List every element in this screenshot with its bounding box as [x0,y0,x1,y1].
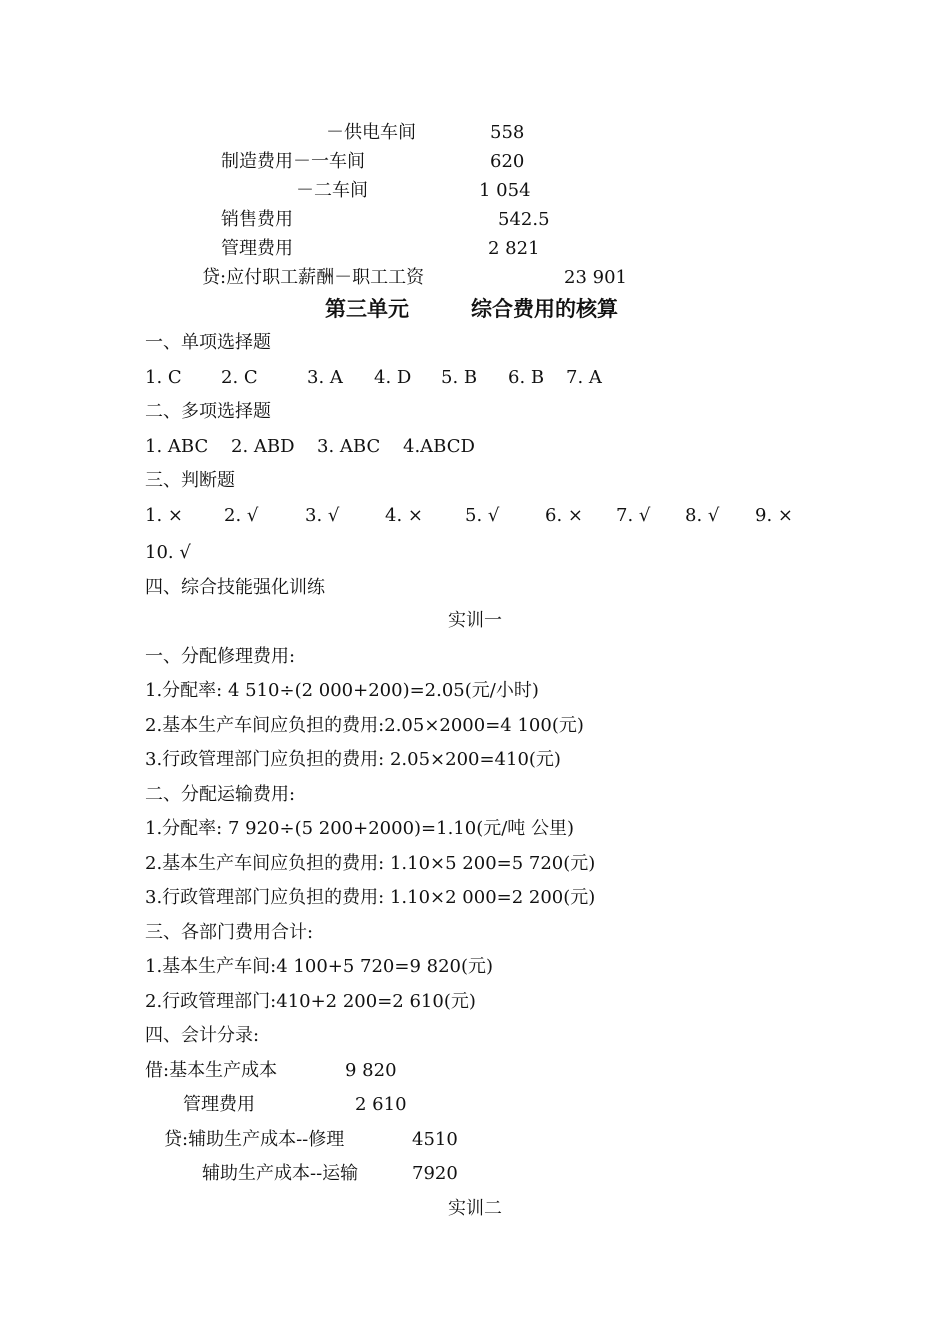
entry-row [0,1128,950,1152]
entry-row [0,179,950,203]
answer: 4.ABCD [403,436,475,457]
section-heading: 四、综合技能强化训练 [145,577,325,598]
answer: 8. √ [685,505,720,526]
answer: 7. √ [616,505,651,526]
answer: 2. ABD [231,436,295,457]
entry-account: －供电车间 [326,122,416,143]
subheading: 四、会计分录: [145,1025,260,1046]
answer: 3. √ [305,505,340,526]
answer: 10. √ [145,542,191,563]
training-title: 实训二 [448,1198,502,1219]
entry-account: －二车间 [296,180,368,201]
unit-title [0,295,950,323]
training-title: 实训一 [448,610,502,631]
answer: 7. A [566,367,602,388]
entry-account: 制造费用－一车间 [221,151,365,172]
entry-account: 借:基本生产成本 [145,1060,278,1081]
entry-row [0,266,950,290]
entry-account: 管理费用 [221,238,293,259]
entry-row [0,237,950,261]
answer: 5. √ [465,505,500,526]
calc-line: 1.分配率: 4 510÷(2 000+200)=2.05(元/小时) [145,680,539,701]
answer: 1. C [145,367,182,388]
calc-line: 3.行政管理部门应负担的费用: 1.10×2 000=2 200(元) [145,887,596,908]
entry-amount: 542.5 [498,209,550,230]
answer-row [0,435,950,459]
entry-amount: 620 [490,151,525,172]
subheading: 三、各部门费用合计: [145,922,314,943]
answer: 3. A [307,367,343,388]
entry-amount: 1 054 [479,180,531,201]
entry-amount: 558 [490,122,525,143]
entry-row [0,150,950,174]
entry-account: 辅助生产成本--运输 [202,1163,359,1184]
answer: 2. √ [224,505,259,526]
entry-amount: 2 821 [488,238,540,259]
answer: 3. ABC [317,436,381,457]
entry-row [0,1093,950,1117]
unit-title-name: 综合费用的核算 [471,296,618,321]
answer: 4. D [374,367,412,388]
entry-account: 销售费用 [221,209,293,230]
calc-line: 2.基本生产车间应负担的费用:2.05×2000=4 100(元) [145,715,584,736]
entry-row [0,1162,950,1186]
entry-amount: 23 901 [564,267,627,288]
entry-row [0,208,950,232]
entry-amount: 2 610 [355,1094,407,1115]
calc-line: 2.行政管理部门:410+2 200=2 610(元) [145,991,476,1012]
answer: 5. B [441,367,478,388]
calc-line: 1.基本生产车间:4 100+5 720=9 820(元) [145,956,494,977]
entry-account: 管理费用 [183,1094,255,1115]
answer-row [0,504,950,528]
subheading: 一、分配修理费用: [145,646,296,667]
answer-row [0,366,950,390]
answer: 6. × [545,505,583,526]
calc-line: 2.基本生产车间应负担的费用: 1.10×5 200=5 720(元) [145,853,596,874]
answer: 1. × [145,505,183,526]
answer: 4. × [385,505,423,526]
answer: 9. × [755,505,793,526]
answer: 6. B [508,367,545,388]
calc-line: 1.分配率: 7 920÷(5 200+2000)=1.10(元/吨 公里) [145,818,575,839]
entry-account: 贷:辅助生产成本--修理 [164,1129,345,1150]
answer: 2. C [221,367,258,388]
entry-amount: 7920 [412,1163,458,1184]
section-heading: 三、判断题 [145,470,235,491]
entry-amount: 4510 [412,1129,458,1150]
calc-line: 3.行政管理部门应负担的费用: 2.05×200=410(元) [145,749,561,770]
section-heading: 一、单项选择题 [145,332,271,353]
answer: 1. ABC [145,436,209,457]
section-heading: 二、多项选择题 [145,401,271,422]
unit-title-number: 第三单元 [325,296,409,321]
entry-row [0,121,950,145]
entry-row [0,1059,950,1083]
entry-amount: 9 820 [345,1060,397,1081]
subheading: 二、分配运输费用: [145,784,296,805]
entry-account: 贷:应付职工薪酬－职工工资 [202,267,425,288]
